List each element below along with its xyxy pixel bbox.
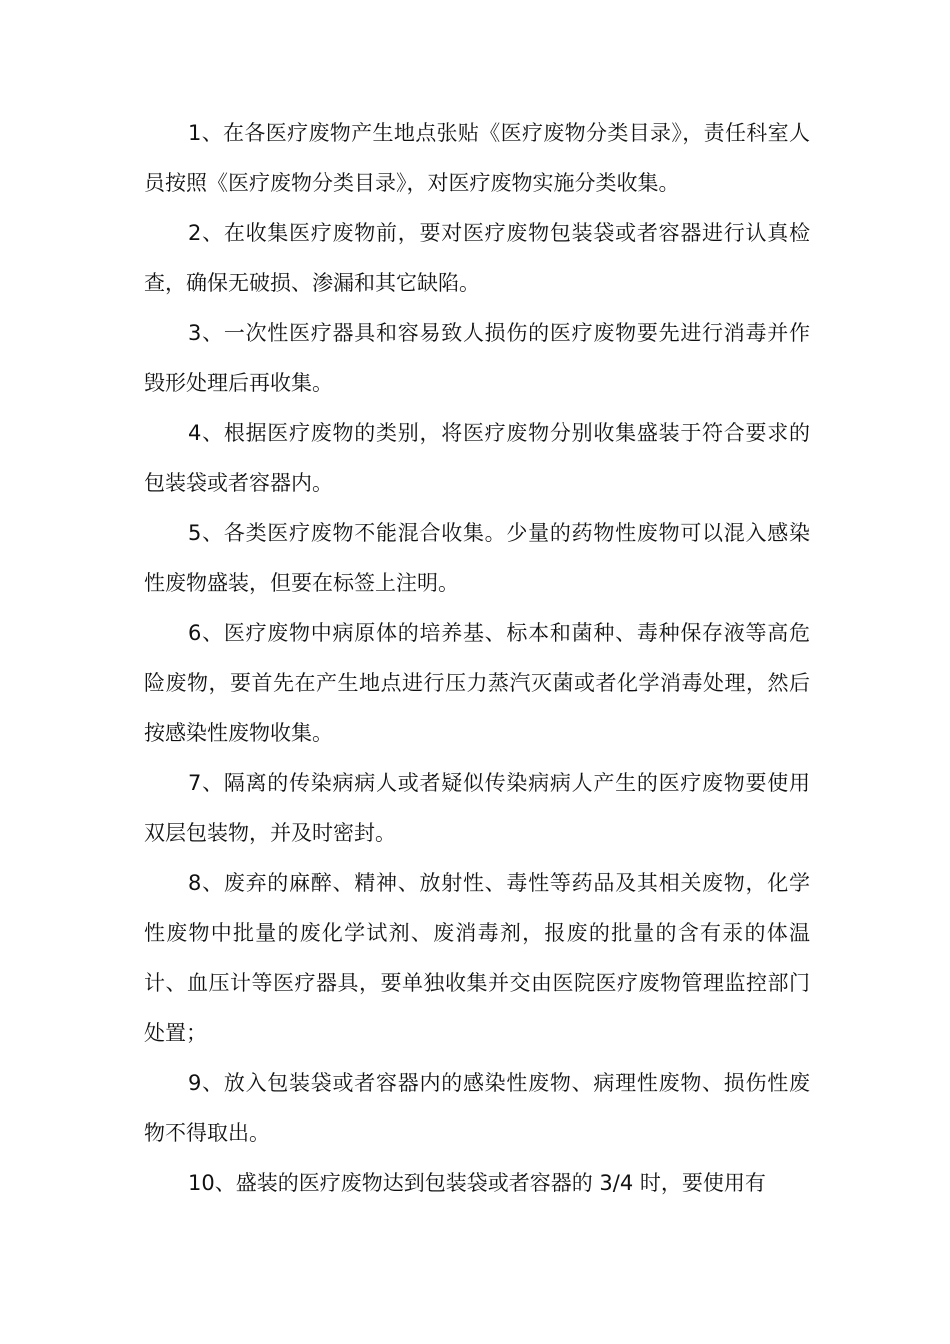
paragraph-9: 9、放入包装袋或者容器内的感染性废物、病理性废物、损伤性废物不得取出。: [144, 1071, 810, 1145]
paragraph-7: 7、隔离的传染病病人或者疑似传染病病人产生的医疗废物要使用双层包装物，并及时密封。: [144, 771, 810, 845]
paragraph-2: 2、在收集医疗废物前，要对医疗废物包装袋或者容器进行认真检查，确保无破损、渗漏和其它缺陷。: [144, 221, 810, 295]
paragraph-3: 3、一次性医疗器具和容易致人损伤的医疗废物要先进行消毒并作毁形处理后再收集。: [144, 321, 810, 395]
paragraph-4: 4、根据医疗废物的类别，将医疗废物分别收集盛装于符合要求的包装袋或者容器内。: [144, 421, 810, 495]
document-body: [144, 108, 810, 1208]
paragraph-8: 8、废弃的麻醉、精神、放射性、毒性等药品及其相关废物，化学性废物中批量的废化学试剂、废消毒剂，报废的批量的含有汞的体温计、血压计等医疗器具，要单独收集并交由医院医疗废物管理监控部门处置；: [144, 871, 810, 1045]
paragraph-5: 5、各类医疗废物不能混合收集。少量的药物性废物可以混入感染性废物盛装，但要在标签上注明。: [144, 521, 810, 595]
paragraph-1: 1、在各医疗废物产生地点张贴《医疗废物分类目录》，责任科室人员按照《医疗废物分类目录》，对医疗废物实施分类收集。: [144, 121, 810, 195]
paragraph-10: 10、盛装的医疗废物达到包装袋或者容器的 3/4 时，要使用有: [188, 1171, 766, 1195]
paragraph-6: 6、医疗废物中病原体的培养基、标本和菌种、毒种保存液等高危险废物，要首先在产生地点进行压力蒸汽灭菌或者化学消毒处理，然后按感染性废物收集。: [144, 621, 810, 745]
